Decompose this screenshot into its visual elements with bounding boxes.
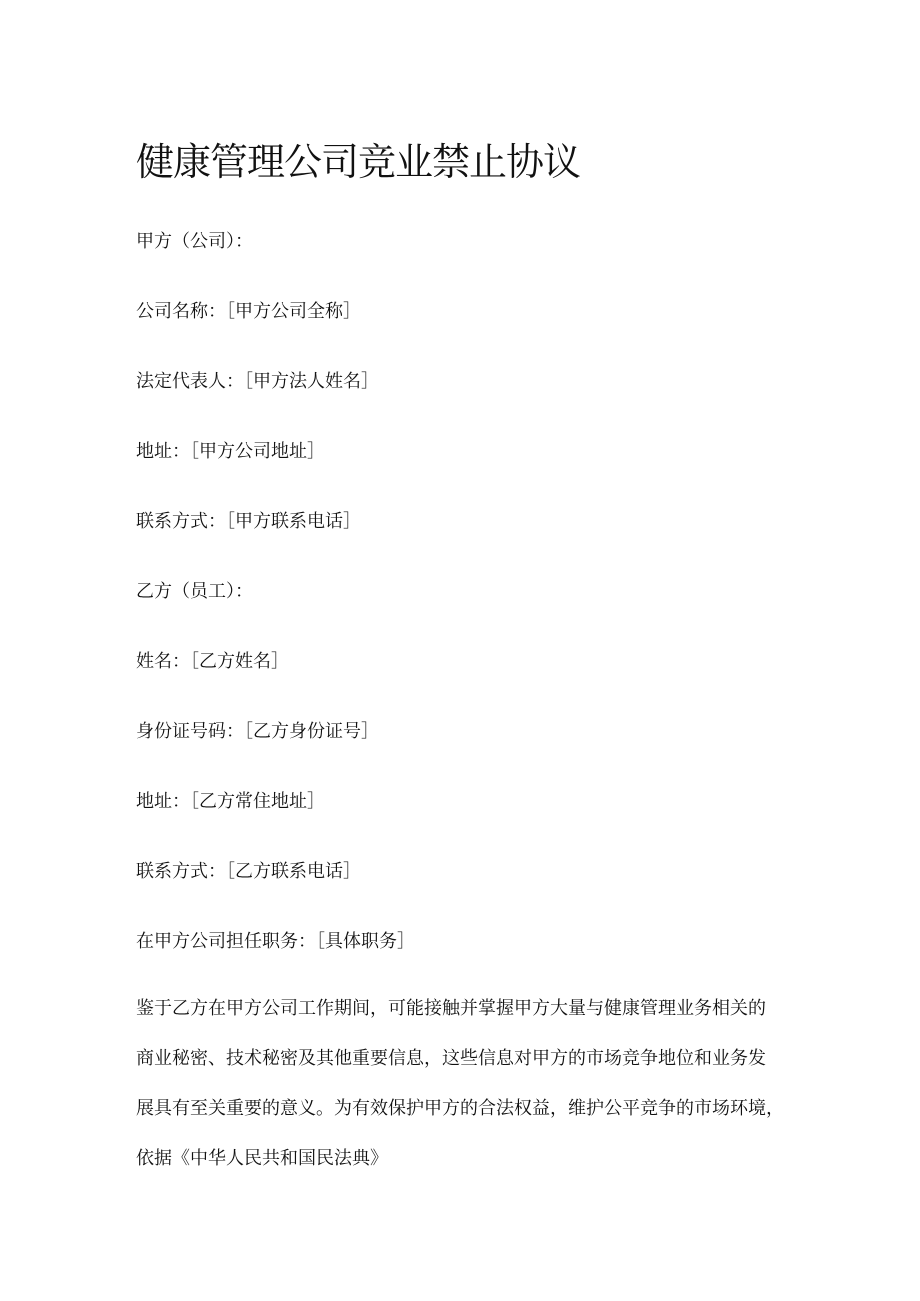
party-a-heading: 甲方（公司）： xyxy=(136,231,253,252)
party-b-name: 姓名：［乙方姓名］ xyxy=(136,651,289,672)
preamble-line: 鉴于乙方在甲方公司工作期间，可能接触并掌握甲方大量与健康管理业务相关的 xyxy=(136,998,766,1019)
party-b-heading: 乙方（员工）： xyxy=(136,581,253,602)
preamble-line: 展具有至关重要的意义。为有效保护甲方的合法权益，维护公平竞争的市场环境， xyxy=(136,1098,784,1119)
document-title: 健康管理公司竞业禁止协议 xyxy=(136,140,581,184)
party-a-contact: 联系方式：［甲方联系电话］ xyxy=(136,511,361,532)
party-b-contact: 联系方式：［乙方联系电话］ xyxy=(136,861,361,882)
party-a-company-name: 公司名称：［甲方公司全称］ xyxy=(136,301,361,322)
party-a-address: 地址：［甲方公司地址］ xyxy=(136,441,325,462)
preamble-line: 依据《中华人民共和国民法典》 xyxy=(136,1148,388,1169)
preamble-line: 商业秘密、技术秘密及其他重要信息，这些信息对甲方的市场竞争地位和业务发 xyxy=(136,1048,766,1069)
party-b-position: 在甲方公司担任职务：［具体职务］ xyxy=(136,931,415,952)
preamble-paragraph xyxy=(136,996,786,1196)
party-b-id-number: 身份证号码：［乙方身份证号］ xyxy=(136,721,379,742)
party-b-address: 地址：［乙方常住地址］ xyxy=(136,791,325,812)
party-a-legal-representative: 法定代表人：［甲方法人姓名］ xyxy=(136,371,379,392)
